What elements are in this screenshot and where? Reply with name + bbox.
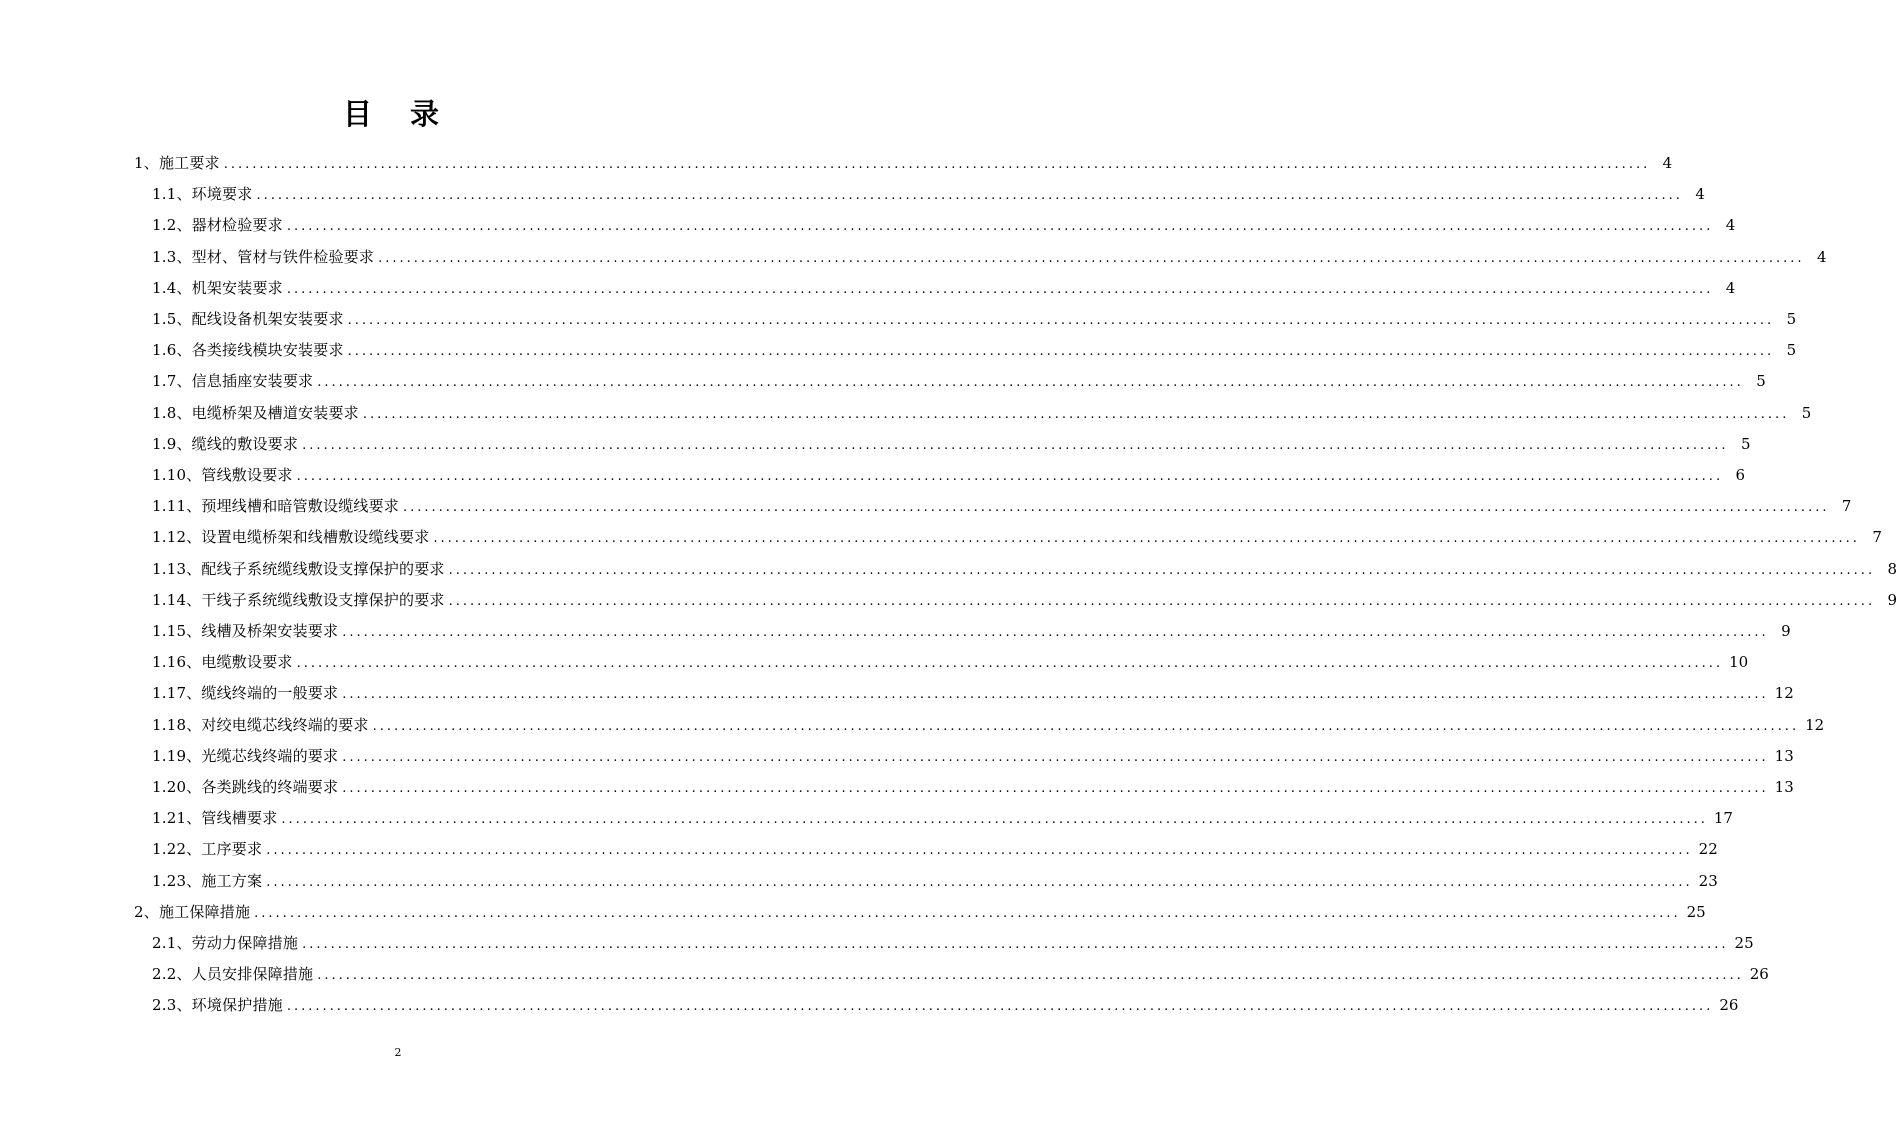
page-number: 2 <box>394 1046 402 1059</box>
toc-entry-page: 22 <box>1698 840 1718 859</box>
toc-entry-page: 12 <box>1805 715 1825 734</box>
toc-dot-leader: ........................................................................................................................................................................................................ <box>378 250 1805 266</box>
toc-entry[interactable] <box>152 803 1733 834</box>
toc-entry-page: 4 <box>1725 216 1736 235</box>
toc-dot-leader: ........................................................................................................................................................................................................ <box>448 593 1876 609</box>
toc-entry-page: 13 <box>1774 746 1794 765</box>
toc-dot-leader: ........................................................................................................................................................................................................ <box>342 687 1769 703</box>
toc-entry-title: 1.19、光缆芯线终端的要求 <box>152 746 339 765</box>
toc-entry-title: 1.6、各类接线模块安装要求 <box>152 341 344 360</box>
toc-entry-title: 1.11、预埋线槽和暗管敷设缆线要求 <box>152 497 399 516</box>
toc-entry[interactable] <box>152 866 1718 897</box>
toc-entry[interactable] <box>152 928 1754 959</box>
toc-dot-leader: ........................................................................................................................................................................................................ <box>403 500 1830 516</box>
toc-entry-title: 1.20、各类跳线的终端要求 <box>152 778 339 796</box>
toc-entry-title: 1.14、干线子系统缆线敷设支撑保护的要求 <box>152 590 445 609</box>
toc-dot-leader: ........................................................................................................................................................................................................ <box>302 937 1729 952</box>
toc-entry[interactable] <box>152 959 1769 990</box>
toc-entry-title: 1.23、施工方案 <box>152 871 263 890</box>
toc-dot-leader: ........................................................................................................................................................................................................ <box>448 562 1876 578</box>
toc-dot-leader: ........................................................................................................................................................................................................ <box>362 406 1790 422</box>
toc-entry[interactable] <box>152 834 1718 865</box>
toc-entry[interactable] <box>152 366 1766 397</box>
toc-entry[interactable] <box>152 429 1751 460</box>
toc-entry-title: 2.1、劳动力保障措施 <box>152 934 299 952</box>
toc-dot-leader: ........................................................................................................................................................................................................ <box>347 313 1775 328</box>
toc-entry-title: 2.3、环境保护措施 <box>152 996 283 1015</box>
toc-entry-title: 2、施工保障措施 <box>134 902 251 921</box>
toc-entry[interactable] <box>134 897 1706 928</box>
toc-entry-page: 5 <box>1740 434 1751 453</box>
toc-entry-title: 1.1、环境要求 <box>152 185 253 204</box>
toc-entry-title: 1.4、机架安装要求 <box>152 278 283 297</box>
toc-dot-leader: ........................................................................................................................................................................................................ <box>317 375 1744 391</box>
toc-entry[interactable] <box>152 772 1794 803</box>
toc-dot-leader: ........................................................................................................................................................................................................ <box>342 781 1769 796</box>
toc-entry-page: 25 <box>1734 934 1754 952</box>
toc-dot-leader: ........................................................................................................................................................................................................ <box>266 874 1693 890</box>
toc-entry-title: 2.2、人员安排保障措施 <box>152 965 314 984</box>
toc-entry-page: 9 <box>1887 590 1897 609</box>
toc-entry[interactable] <box>152 522 1882 553</box>
toc-entry-page: 26 <box>1749 965 1769 984</box>
toc-dot-leader: ........................................................................................................................................................................................................ <box>342 749 1769 765</box>
toc-entry-title: 1.17、缆线终端的一般要求 <box>152 684 339 703</box>
toc-dot-leader: ........................................................................................................................................................................................................ <box>296 469 1724 484</box>
toc-entry-page: 4 <box>1695 185 1705 204</box>
toc-entry[interactable] <box>152 554 1897 585</box>
toc-dot-leader: ........................................................................................................................................................................................................ <box>347 344 1775 360</box>
toc-entry-page: 17 <box>1713 809 1733 828</box>
toc-dot-leader: ........................................................................................................................................................................................................ <box>372 718 1800 734</box>
toc-entry[interactable] <box>152 210 1736 241</box>
toc-entry[interactable] <box>152 647 1749 678</box>
toc-entry-page: 7 <box>1872 528 1882 547</box>
toc-dot-leader: ........................................................................................................................................................................................................ <box>302 437 1729 453</box>
toc-entry-page: 13 <box>1774 778 1794 796</box>
toc-entry[interactable] <box>152 678 1794 709</box>
toc-entry-page: 4 <box>1662 154 1673 172</box>
toc-entry-page: 4 <box>1816 247 1827 266</box>
toc-dot-leader: ........................................................................................................................................................................................................ <box>254 905 1681 921</box>
toc-dot-leader: ........................................................................................................................................................................................................ <box>266 843 1693 859</box>
toc-entry-page: 4 <box>1725 278 1736 297</box>
toc-entry-page: 8 <box>1887 559 1897 578</box>
toc-entry[interactable] <box>152 460 1746 491</box>
toc-entry[interactable] <box>152 179 1705 210</box>
toc-entry-title: 1.21、管线槽要求 <box>152 809 278 828</box>
toc-entry-title: 1、施工要求 <box>134 154 220 172</box>
toc-entry-title: 1.2、器材检验要求 <box>152 216 283 235</box>
toc-entry[interactable] <box>152 273 1736 304</box>
toc-entry-title: 1.16、电缆敷设要求 <box>152 653 293 672</box>
toc-entry-title: 1.12、设置电缆桥架和线槽敷设缆线要求 <box>152 528 430 547</box>
toc-dot-leader: ........................................................................................................................................................................................................ <box>286 219 1714 235</box>
toc-entry-page: 12 <box>1774 684 1794 703</box>
toc-entry[interactable] <box>152 335 1797 366</box>
toc-entry[interactable] <box>134 148 1673 179</box>
toc-entry-title: 1.3、型材、管材与铁件检验要求 <box>152 247 375 266</box>
toc-dot-leader: ........................................................................................................................................................................................................ <box>342 625 1769 640</box>
toc-entry[interactable] <box>152 398 1812 429</box>
toc-entry-page: 25 <box>1686 902 1706 921</box>
toc-entry-page: 5 <box>1756 372 1766 391</box>
toc-entry-page: 5 <box>1801 403 1812 422</box>
toc-entry[interactable] <box>152 304 1797 335</box>
toc-dot-leader: ........................................................................................................................................................................................................ <box>433 531 1860 547</box>
toc-dot-leader: ........................................................................................................................................................................................................ <box>281 812 1708 828</box>
toc-entry-page: 6 <box>1735 466 1746 484</box>
toc-entry-page: 7 <box>1841 497 1852 516</box>
toc-dot-leader: ........................................................................................................................................................................................................ <box>317 968 1744 984</box>
toc-entry-page: 9 <box>1781 622 1791 640</box>
toc-entry[interactable] <box>152 990 1739 1021</box>
toc-dot-leader: ........................................................................................................................................................................................................ <box>256 188 1683 204</box>
toc-entry-title: 1.10、管线敷设要求 <box>152 466 293 484</box>
toc-entry-title: 1.9、缆线的敷设要求 <box>152 434 299 453</box>
toc-entry-title: 1.7、信息插座安装要求 <box>152 372 314 391</box>
toc-entry[interactable] <box>152 616 1791 647</box>
toc-dot-leader: ........................................................................................................................................................................................................ <box>286 999 1714 1015</box>
toc-title: 目 录 <box>342 97 454 131</box>
toc-entry[interactable] <box>152 242 1827 273</box>
toc-entry[interactable] <box>152 491 1852 522</box>
toc-entry[interactable] <box>152 741 1794 772</box>
toc-entry-page: 5 <box>1786 310 1797 328</box>
toc-entry[interactable] <box>152 710 1825 741</box>
toc-entry-page: 10 <box>1729 653 1749 672</box>
toc-dot-leader: ........................................................................................................................................................................................................ <box>296 656 1724 672</box>
toc-entry-title: 1.5、配线设备机架安装要求 <box>152 310 344 328</box>
toc-entry-title: 1.18、对绞电缆芯线终端的要求 <box>152 715 369 734</box>
toc-entry[interactable] <box>152 585 1897 616</box>
toc-entry-page: 26 <box>1719 996 1739 1015</box>
toc-dot-leader: ........................................................................................................................................................................................................ <box>286 281 1714 297</box>
toc-dot-leader: ........................................................................................................................................................................................................ <box>223 157 1651 172</box>
toc-entry-title: 1.22、工序要求 <box>152 840 263 859</box>
toc-entry-page: 5 <box>1786 341 1797 360</box>
toc-entry-title: 1.8、电缆桥架及槽道安装要求 <box>152 403 359 422</box>
toc-entry-title: 1.13、配线子系统缆线敷设支撑保护的要求 <box>152 559 445 578</box>
toc-entry-title: 1.15、线槽及桥架安装要求 <box>152 622 339 640</box>
toc-entry-page: 23 <box>1698 871 1718 890</box>
